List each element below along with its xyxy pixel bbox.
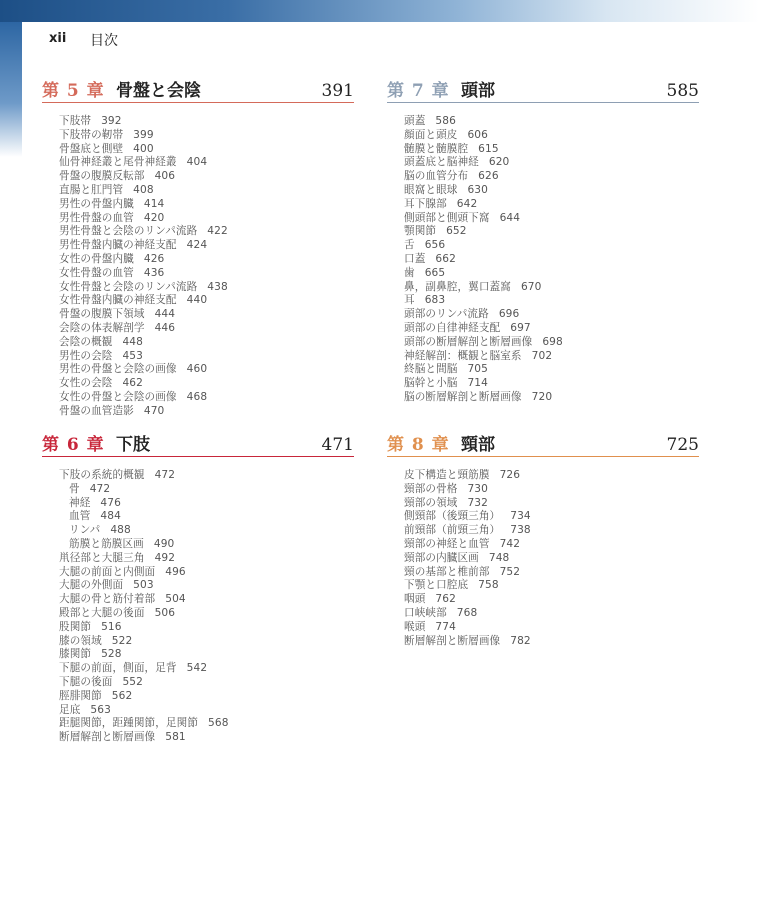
toc-entry [404,184,699,198]
toc-entry [59,405,354,419]
toc-entry-page: 683 [424,294,446,307]
toc-entry-title: 頭部の自律神経支配 [404,321,501,334]
toc-entry-title: 男性骨盤と会陰のリンパ流路 [59,225,198,238]
toc-entry [404,281,699,295]
toc-entry [59,294,354,308]
toc-entry [59,662,354,676]
chapter-title: 頭部 [461,81,495,101]
toc-entry-page: 406 [154,170,176,183]
toc-entry-title: 口蓋 [404,252,426,265]
toc-entry-title: 頸部の神経と血管 [404,537,490,550]
toc-entry-page: 404 [186,156,208,169]
chapter-page: 585 [666,81,699,101]
chapter-entries [59,115,354,419]
toc-entry-page: 730 [467,482,488,495]
toc-entry [59,579,354,593]
toc-entry-page: 782 [510,634,531,647]
toc-entry-page: 615 [478,142,499,155]
toc-entry [404,143,699,157]
toc-entry-title: 骨盤底と側壁 [59,142,124,155]
toc-entry-page: 399 [133,128,154,141]
toc-entry [59,239,354,253]
toc-entry-page: 492 [154,551,176,564]
toc-entry-title: 頸部の領域 [404,496,458,509]
chapter-page: 391 [321,81,354,101]
toc-entry-page: 460 [186,363,208,376]
chapter-heading [42,432,354,457]
toc-entry-title: 女性骨盤と会陰のリンパ流路 [59,280,198,293]
toc-entry [59,225,354,239]
toc-entry [404,552,699,566]
chapter-heading [387,78,699,103]
toc-entry [59,607,354,621]
chapter-entries [404,115,699,405]
toc-entry [404,524,699,538]
toc-entry-title: 頸部の骨格 [404,482,458,495]
toc-entry-page: 408 [133,183,154,196]
chapter-title: 骨盤と会陰 [116,81,201,101]
chapter-number: 第 8 章 [387,435,450,455]
toc-entry-page: 656 [424,239,446,252]
chapter-entries [404,469,699,648]
toc-entry-title: 男性の骨盤内臓 [59,197,134,210]
toc-entry-title: 咽頭 [404,593,426,606]
toc-entry-title: 女性骨盤の血管 [59,266,134,279]
toc-entry-title: 断層解剖と断層画像 [59,731,156,744]
page-number: xii [49,31,67,46]
chapter-7 [387,78,699,405]
toc-entry [404,350,699,364]
toc-entry [59,267,354,281]
toc-entry-page: 400 [133,142,154,155]
toc-entry [59,552,354,566]
toc-entry-title: 直腸と肛門管 [59,183,124,196]
toc-entry [404,253,699,267]
toc-entry [404,322,699,336]
toc-entry [404,497,699,511]
toc-entry-page: 774 [435,620,456,633]
toc-entry [404,607,699,621]
chapter-heading [387,432,699,457]
toc-entry-title: 喉頭 [404,620,426,633]
toc-entry [59,322,354,336]
toc-entry [404,363,699,377]
toc-entry-page: 586 [435,115,456,127]
toc-entry-title: 神経 [69,496,91,509]
toc-entry-page: 626 [478,170,499,183]
toc-entry-page: 762 [435,593,456,606]
toc-entry-page: 552 [122,675,143,688]
toc-entry-page: 446 [154,321,176,334]
toc-entry [404,212,699,226]
toc-entry-page: 714 [467,377,488,390]
toc-entry-title: 女性の骨盤と会陰の画像 [59,390,177,403]
toc-entry-title: 男性骨盤の血管 [59,211,134,224]
toc-entry-page: 620 [488,156,510,169]
toc-entry-title: 股関節 [59,620,92,633]
toc-entry [59,143,354,157]
chapter-page: 471 [321,435,354,455]
toc-entry [404,225,699,239]
toc-entry [404,469,699,483]
toc-entry-page: 522 [111,634,133,647]
toc-entry-page: 697 [510,321,531,334]
toc-entry-title: リンパ [69,524,101,537]
toc-entry [59,524,354,538]
toc-entry-title: 膝関節 [59,648,92,661]
toc-entry-title: 脳の血管分布 [404,170,469,183]
toc-entry [59,566,354,580]
toc-entry-title: 舌 [404,239,415,252]
toc-entry-page: 453 [122,349,143,362]
chapter-5 [42,78,354,419]
toc-entry-title: 頸の基部と椎前部 [404,565,490,578]
toc-entry-page: 516 [101,620,122,633]
toc-entry [59,731,354,745]
toc-entry [404,635,699,649]
toc-entry-title: 歯 [404,266,415,279]
toc-entry-title: 骨盤の血管造影 [59,404,134,417]
chapter-number: 第 6 章 [42,435,105,455]
toc-entry-page: 652 [446,225,467,238]
toc-entry [59,717,354,731]
toc-entry-page: 568 [208,717,229,730]
chapter-heading [42,78,354,103]
chapter-page: 725 [666,435,699,455]
chapter-title: 下肢 [116,435,150,455]
toc-entry-title: 下顎と口腔底 [404,579,469,592]
toc-entry-page: 644 [499,211,521,224]
toc-entry-page: 720 [531,390,553,403]
toc-entry-page: 630 [467,183,488,196]
toc-entry-page: 748 [488,551,510,564]
toc-entry-title: 顎関節 [404,225,437,238]
toc-entry-page: 484 [100,510,121,523]
side-gradient-band [0,22,22,157]
toc-entry [404,129,699,143]
toc-entry [404,566,699,580]
toc-entry-page: 472 [154,469,176,481]
toc-entry [59,212,354,226]
toc-entry [59,469,354,483]
toc-entry-page: 420 [143,211,165,224]
toc-entry-title: 頭蓋 [404,115,426,127]
toc-entry-page: 581 [165,731,186,744]
toc-entry [404,115,699,129]
toc-entry-page: 506 [154,606,176,619]
toc-entry-title: 女性の会陰 [59,377,113,390]
toc-entry-title: 大腿の前面と内側面 [59,565,156,578]
toc-entry-title: 側頭部と側頭下窩 [404,211,490,224]
toc-entry [404,593,699,607]
toc-entry-page: 392 [101,115,122,127]
toc-entry-title: 口峡峡部 [404,606,447,619]
toc-entry-page: 758 [478,579,499,592]
toc-entry-page: 496 [165,565,186,578]
toc-entry-page: 696 [498,308,520,321]
toc-entry [59,350,354,364]
toc-entry [59,510,354,524]
toc-entry [404,510,699,524]
toc-entry-title: 殿部と大腿の後面 [59,606,145,619]
toc-entry-title: 会陰の体表解剖学 [59,321,145,334]
toc-entry [59,648,354,662]
toc-entry [404,538,699,552]
toc-entry-title: 終脳と間脳 [404,363,458,376]
toc-entry-title: 男性の骨盤と会陰の画像 [59,363,177,376]
toc-entry-title: 男性骨盤内臓の神経支配 [59,239,177,252]
toc-entry [59,308,354,322]
toc-entry-page: 732 [467,496,488,509]
toc-entry-page: 768 [456,606,478,619]
toc-entry [59,497,354,511]
toc-entry-page: 488 [110,524,131,537]
toc-entry-page: 470 [143,404,165,417]
toc-entry-title: 鼻，副鼻腔，翼口蓋窩 [404,280,511,293]
toc-entry-page: 440 [186,294,208,307]
toc-entry-title: 脳の断層解剖と断層画像 [404,390,522,403]
toc-entry-page: 752 [499,565,521,578]
toc-entry-title: 女性骨盤内臓の神経支配 [59,294,177,307]
toc-entry-title: 筋膜と筋膜区画 [69,537,144,550]
chapter-8 [387,432,699,648]
toc-entry-page: 738 [510,524,531,537]
toc-entry-page: 448 [122,335,143,348]
toc-entry [59,377,354,391]
toc-entry-title: 骨盤の腹膜反転部 [59,170,145,183]
toc-entry-page: 504 [165,593,186,606]
toc-entry [404,308,699,322]
toc-entry-page: 642 [456,197,478,210]
toc-entry-page: 606 [467,128,488,141]
toc-entry-page: 665 [424,266,446,279]
toc-entry-page: 726 [499,469,521,481]
toc-entry [59,336,354,350]
toc-entry-page: 528 [101,648,122,661]
toc-entry-page: 472 [89,482,111,495]
toc-entry-title: 下肢帯 [59,115,92,127]
toc-entry-title: 頭部の断層解剖と断層画像 [404,335,533,348]
toc-entry-title: 会陰の概観 [59,335,113,348]
toc-entry [59,704,354,718]
toc-entry [59,363,354,377]
toc-entry [404,294,699,308]
toc-entry-page: 468 [186,390,208,403]
toc-entry-title: 膝の領域 [59,634,102,647]
toc-entry-page: 734 [510,510,531,523]
toc-entry-page: 462 [122,377,143,390]
toc-entry [59,253,354,267]
chapter-6 [42,432,354,745]
toc-entry-title: 脛腓関節 [59,689,102,702]
toc-entry [59,635,354,649]
toc-entry-title: 大腿の外側面 [59,579,124,592]
toc-entry-title: 側頸部（後頸三角） [404,510,501,523]
toc-entry-page: 698 [542,335,563,348]
toc-entry-title: 耳下腺部 [404,197,447,210]
toc-entry [404,156,699,170]
toc-entry [59,621,354,635]
toc-entry [404,377,699,391]
toc-entry [404,336,699,350]
toc-entry-title: 頭蓋底と脳神経 [404,156,479,169]
chapter-entries [59,469,354,745]
toc-entry-page: 490 [153,537,175,550]
toc-entry [59,391,354,405]
toc-entry [59,115,354,129]
toc-entry [59,483,354,497]
toc-entry [59,593,354,607]
toc-entry-page: 426 [143,252,165,265]
toc-entry [404,483,699,497]
toc-entry [59,690,354,704]
toc-entry [404,239,699,253]
toc-entry-title: 脳幹と小脳 [404,377,458,390]
toc-entry-page: 662 [435,252,456,265]
toc-entry-page: 562 [111,689,133,702]
toc-entry-title: 下腿の後面 [59,675,113,688]
toc-entry [59,281,354,295]
toc-entry-page: 414 [143,197,165,210]
toc-entry [59,198,354,212]
toc-entry-title: 皮下構造と頸筋膜 [404,469,490,481]
toc-entry-title: 下肢の系統的概観 [59,469,145,481]
toc-entry-title: 大腿の骨と筋付着部 [59,593,156,606]
toc-entry [59,184,354,198]
toc-entry-title: 頭部のリンパ流路 [404,308,489,321]
toc-entry-title: 眼窩と眼球 [404,183,458,196]
toc-entry-title: 耳 [404,294,415,307]
toc-entry-title: 頸部の内臓区画 [404,551,479,564]
toc-entry-title: 女性の骨盤内臓 [59,252,134,265]
toc-entry [59,538,354,552]
toc-entry-page: 444 [154,308,176,321]
toc-entry-page: 503 [133,579,154,592]
toc-entry-page: 705 [467,363,488,376]
toc-entry-title: 骨盤の腹膜下領域 [59,308,145,321]
toc-entry [59,129,354,143]
toc-entry-page: 422 [207,225,228,238]
toc-entry-title: 前頸部（前頸三角） [404,524,501,537]
toc-entry [404,391,699,405]
toc-entry [404,170,699,184]
toc-entry-title: 下腿の前面，側面，足背 [59,662,177,675]
toc-entry [404,198,699,212]
toc-entry-title: 断層解剖と断層画像 [404,634,501,647]
page-section-label: 目次 [90,33,118,49]
page-header [22,22,759,62]
toc-entry-title: 足底 [59,703,81,716]
toc-entry-title: 男性の会陰 [59,349,113,362]
toc-entry-page: 438 [207,280,228,293]
toc-entry-title: 髄膜と髄膜腔 [404,142,469,155]
toc-entry-page: 424 [186,239,208,252]
toc-entry [59,170,354,184]
toc-entry-title: 神経解剖：概観と脳室系 [404,349,522,362]
toc-entry-page: 702 [531,349,553,362]
toc-entry-page: 542 [186,662,208,675]
chapter-number: 第 5 章 [42,81,105,101]
toc-entry [404,579,699,593]
toc-entry-title: 距腿関節，距踵関節，足関節 [59,717,199,730]
header-gradient-band [0,0,759,22]
toc-entry [404,621,699,635]
toc-entry-page: 670 [520,280,542,293]
chapter-number: 第 7 章 [387,81,450,101]
toc-entry-page: 436 [143,266,165,279]
toc-entry-title: 骨 [69,482,80,495]
toc-entry-title: 鼡径部と大腿三角 [59,551,145,564]
toc-entry [404,267,699,281]
toc-entry-page: 563 [90,703,111,716]
toc-entry-title: 仙骨神経叢と尾骨神経叢 [59,156,177,169]
chapter-title: 頸部 [461,435,495,455]
toc-entry-title: 血管 [69,510,91,523]
toc-entry [59,676,354,690]
toc-entry-title: 下肢帯の靭帯 [59,128,124,141]
toc-entry-page: 742 [499,537,521,550]
toc-entry-page: 476 [100,496,121,509]
toc-entry-title: 顔面と頭皮 [404,128,458,141]
toc-entry [59,156,354,170]
